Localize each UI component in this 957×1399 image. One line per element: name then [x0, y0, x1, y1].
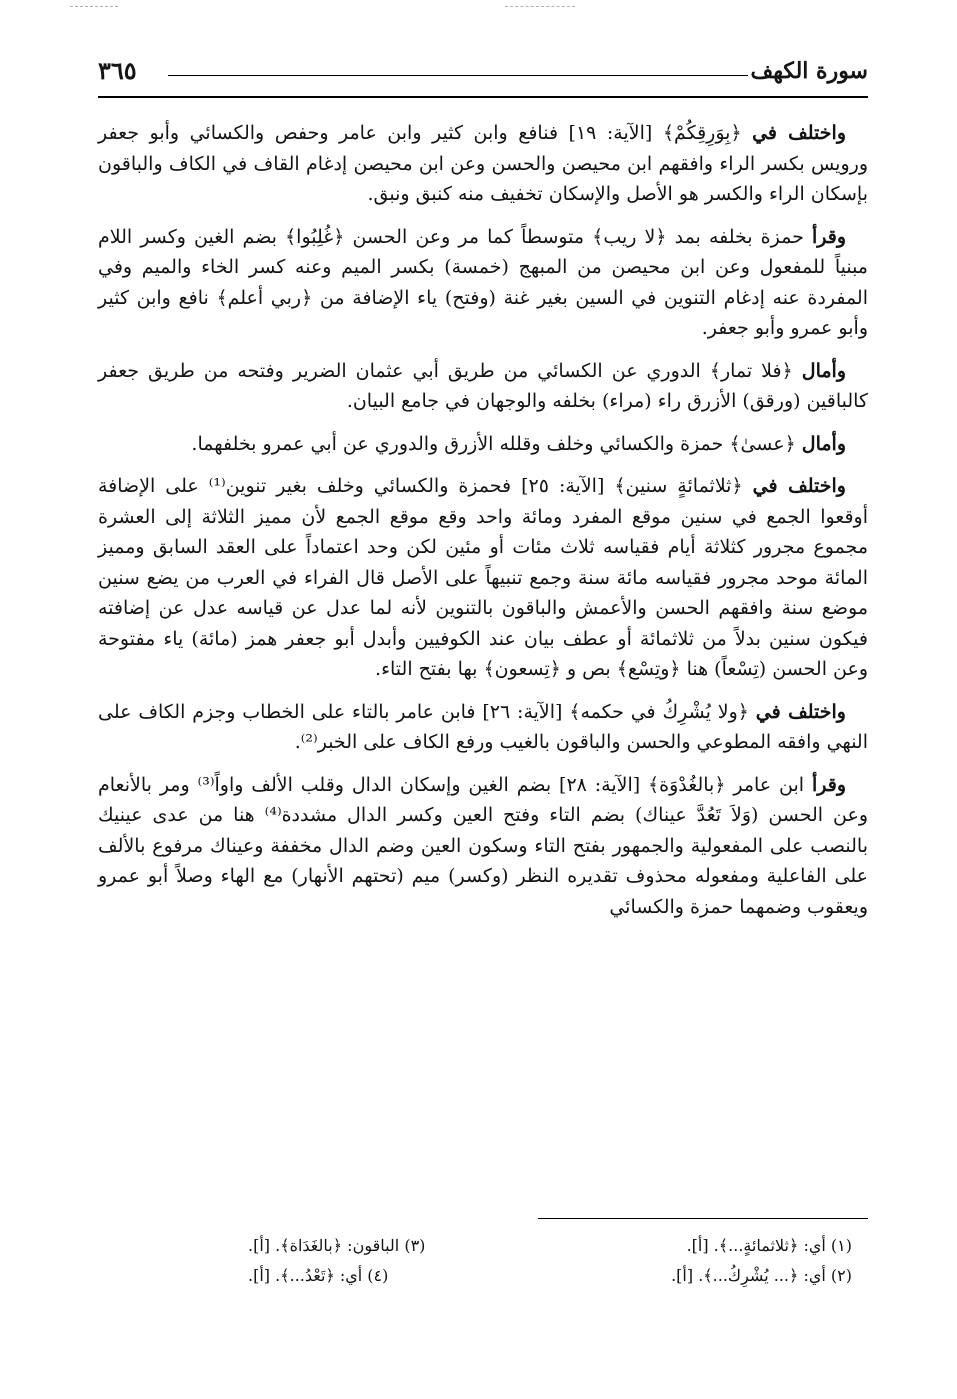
header-rule	[168, 75, 748, 76]
page-header	[98, 52, 868, 98]
paragraph-body: ﴿ثلاثمائةٍ سنين﴾ [الآية: ٢٥] فحمزة والكسائي وخلف بغير تنوين⁽¹⁾ على الإضافة أوقعوا الجمع في سنين موقع المفرد ومائة واحد وقع موقع الجمع لأن مميز الثلاثة إلى العشرة مجموع مجرور كثلاثة أيام فقياسه ثلاث مئات أو مئين لكن وحد اعتماداً على العقد السابق ومميز المائة موحد مجرور فقياسه مائة سنة وجمع تنبيهاً على الأصل قال الفراء في العرب من يضع سنين موضع سنة وافقهم الحسن والأعمش والباقون بالتنوين لأنه لما عدل عن قياسه عدل عن إضافته فيكون سنين بدلاً من ثلاثمائة أو عطف بيان عند الكوفيين وأبدل أبو جعفر همز (مائة) ياء مفتوحة وعن الحسن (تِسْعاً) هنا ﴿وتِسْع﴾ بص و ﴿تِسعون﴾ بها بفتح التاء.	[98, 475, 868, 680]
paragraph-body: ﴿ولا يُشْرِكُ في حكمه﴾ [الآية: ٢٦] فابن عامر بالتاء على الخطاب وجزم الكاف على النهي وافقه المطوعي والحسن والباقون بالغيب ورفع الكاف على الخبر⁽²⁾.	[98, 700, 868, 753]
main-text	[98, 118, 868, 934]
paragraph-body: ﴿عسىٰ﴾ حمزة والكسائي وخلف وقلله الأزرق والدوري عن أبي عمرو بخلفهما.	[191, 432, 796, 455]
paragraph-lead: واختلف في	[752, 475, 846, 497]
footnote-3: (٣) الباقون: ﴿بالغَدَاة﴾. [أ].	[248, 1236, 426, 1255]
paragraph-body: ﴿فلا تمار﴾ الدوري عن الكسائي من طريق أبي عثمان الضرير وفتحه من طريق جعفر كالباقين (ورقق) الأزرق راء (مراء) بخلفه والوجهان في جامع البيان.	[98, 359, 868, 412]
footnote-4: (٤) أي: ﴿تَعْدُ...﴾. [أ].	[248, 1266, 389, 1285]
surah-title: سورة الكهف	[743, 58, 869, 84]
paragraph	[98, 118, 868, 210]
paragraph	[98, 356, 868, 417]
scan-mark	[505, 6, 575, 7]
paragraph-lead: وقرأ	[811, 773, 846, 796]
scan-marks	[0, 0, 957, 12]
paragraph-body: ابن عامر ﴿بالغُدْوَة﴾ [الآية: ٢٨] بضم الغين وإسكان الدال وقلب الألف واواً⁽³⁾ ومر بالأنعام وعن الحسن (وَلاَ تَعُدَّ عيناك) بضم التاء وفتح العين وكسر الدال مشددة⁽⁴⁾ هنا من عدى عينيك بالنصب على المفعولية والجمهور بفتح التاء وسكون العين وضم الدال مخففة وعيناك مرفوع بالألف على الفاعلية ومفعوله محذوف تقديره النظر (وكسر) ميم (تحتهم الأنهار) مع الهاء وصلاً أبو عمرو ويعقوب وضمهما حمزة والكسائي	[98, 773, 868, 918]
footnote-1: (١) أي: ﴿ثلاثمائةٍ...﴾. [أ].	[686, 1236, 852, 1255]
paragraph	[98, 471, 868, 685]
paragraph	[98, 697, 868, 758]
page-number: ٣٦٥	[98, 56, 145, 85]
paragraph	[98, 770, 868, 923]
paragraph-lead: واختلف في	[752, 122, 846, 144]
paragraph-body: حمزة بخلفه بمد ﴿لا ريب﴾ متوسطاً كما مر وعن الحسن ﴿غُلِبُوا﴾ بضم الغين وكسر اللام مبنياً للمفعول وعن ابن محيصن من المبهج (خمسة) بكسر الميم وعنه كسر الخاء والميم وفي المفردة عنه إدغام التنوين في السين بغير غنة (وفتح) ياء الإضافة من ﴿ربي أعلم﴾ نافع وابن كثير وأبو عمرو وأبو جعفر.	[98, 225, 868, 339]
footnote-rule	[538, 1218, 868, 1219]
paragraph-body: ﴿بِوَرِقِكُمْ﴾ [الآية: ١٩] فنافع وابن كثير وابن عامر وحفص والكسائي وأبو جعفر ورويس بكسر الراء وافقهم ابن محيصن والحسن وعن ابن محيصن إدغام القاف في الكاف والباقون بإسكان الراء والكسر هو الأصل والإسكان تخفيف منه كنبق ونبق.	[98, 122, 868, 205]
footnotes	[98, 1218, 868, 1298]
paragraph	[98, 429, 868, 460]
paragraph-lead: وقرأ	[811, 225, 846, 248]
scan-mark	[70, 6, 118, 7]
footnote-2: (٢) أي: ﴿... يُشْرِكُ...﴾. [أ].	[671, 1266, 852, 1285]
paragraph-lead: واختلف في	[755, 700, 846, 723]
paragraph	[98, 222, 868, 344]
paragraph-lead: وأمال	[801, 432, 846, 455]
paragraph-lead: وأمال	[801, 359, 846, 382]
